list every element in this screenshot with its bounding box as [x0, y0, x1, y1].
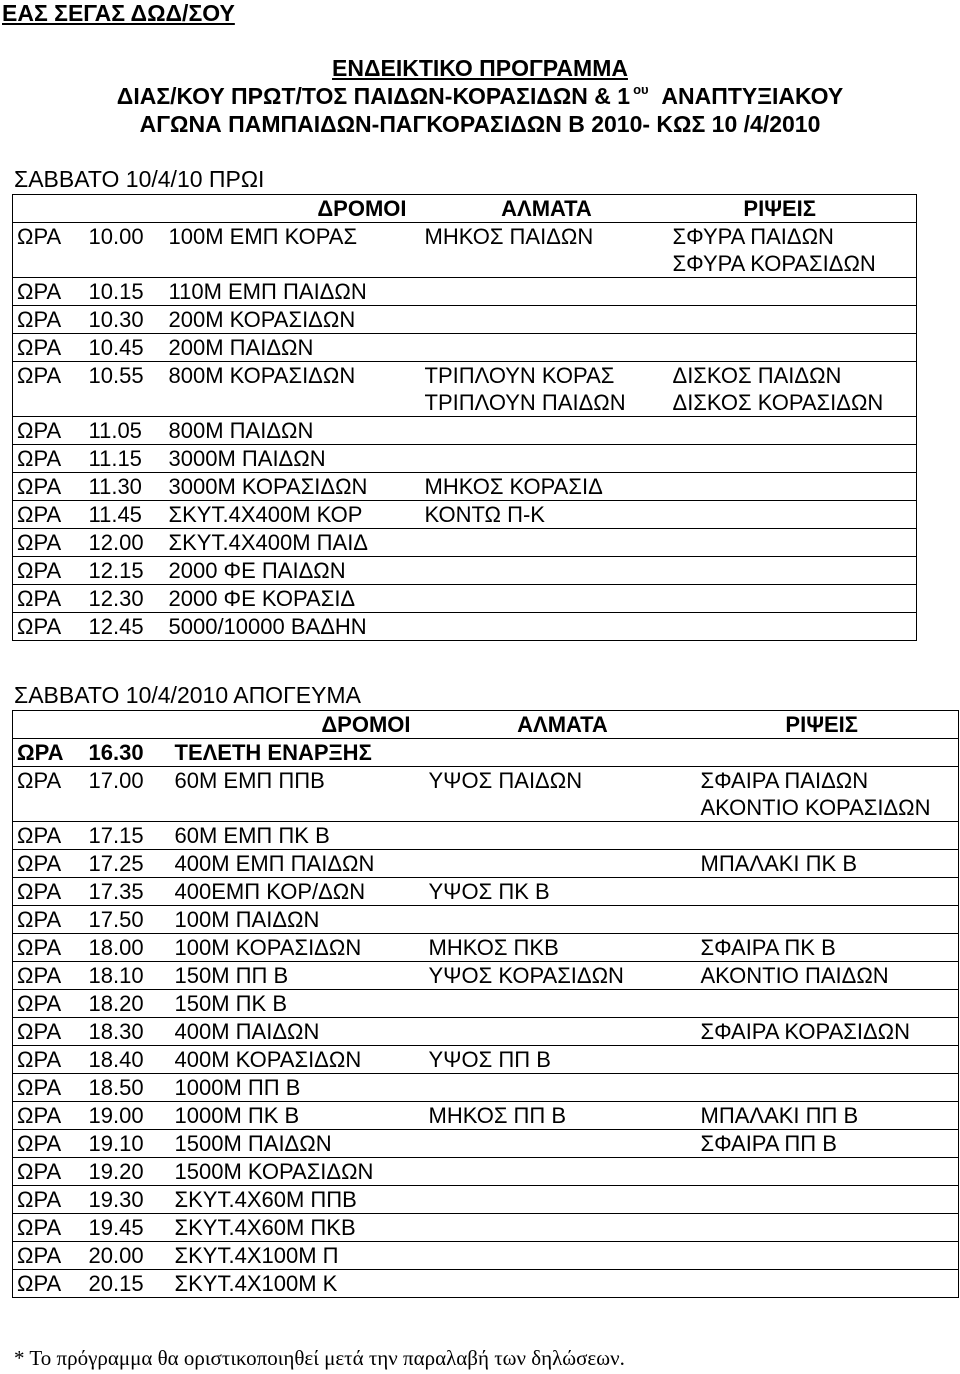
jumps-event	[425, 739, 697, 767]
track-event: 150Μ ΠΠ Β	[174, 963, 289, 988]
track-event: 100Μ ΠΑΙΔΩΝ	[174, 907, 320, 932]
time-label: ΩΡΑ	[13, 1074, 85, 1102]
time-label: ΩΡΑ	[13, 1270, 85, 1298]
jumps-event	[421, 473, 669, 501]
track-event: ΣΚΥΤ.4Χ100Μ Π	[174, 1243, 339, 1268]
time-value: 19.20	[88, 1159, 144, 1184]
track-event: 5000/10000 ΒΑΔΗΝ	[168, 614, 367, 639]
jumps-event	[425, 1158, 697, 1186]
schedule-row	[13, 990, 959, 1018]
schedule-row	[13, 767, 959, 822]
time-label: ΩΡΑ	[13, 739, 85, 767]
schedule-row	[13, 529, 917, 557]
throws-event-line: ΜΠΑΛΑΚΙ ΠΠ Β	[700, 1103, 859, 1128]
schedule-row	[13, 557, 917, 585]
throws-event	[669, 501, 917, 529]
schedule-row	[13, 306, 917, 334]
time-value: 18.30	[88, 1019, 144, 1044]
throws-event-line-2: ΔΙΣΚΟΣ ΚΟΡΑΣΙΔΩΝ	[672, 390, 884, 415]
championship-title-end: ΑΝΑΠΤΥΞΙΑΚΟΥ	[661, 83, 844, 109]
schedule-row	[13, 962, 959, 990]
jumps-event	[425, 906, 697, 934]
time-value: 12.00	[88, 530, 144, 555]
schedule-row	[13, 850, 959, 878]
track-event: ΣΚΥΤ.4Χ60Μ ΠΚΒ	[174, 1215, 356, 1240]
jumps-event	[425, 1270, 697, 1298]
time-label: ΩΡΑ	[13, 585, 85, 613]
time-value: 19.00	[88, 1103, 144, 1128]
track-event: 60Μ ΕΜΠ ΠΚ Β	[174, 823, 330, 848]
jumps-event	[421, 501, 669, 529]
time-value: 20.15	[88, 1271, 144, 1296]
jumps-event-line-2: ΤΡΙΠΛΟΥΝ ΠΑΙΔΩΝ	[424, 390, 626, 415]
throws-event	[669, 445, 917, 473]
footnote: * Το πρόγραμμα θα οριστικοποιηθεί μετά την παραλαβή των δηλώσεων.	[14, 1346, 625, 1370]
time-value: 18.40	[88, 1047, 144, 1072]
time-value: 11.15	[88, 446, 142, 471]
jumps-event	[425, 850, 697, 878]
championship-title-main: ΔΙΑΣ/ΚΟΥ ΠΡΩΤ/ΤΟΣ ΠΑΙΔΩΝ-ΚΟΡΑΣΙΔΩΝ & 1	[116, 83, 631, 109]
time-label: ΩΡΑ	[13, 1018, 85, 1046]
throws-event	[669, 417, 917, 445]
jumps-event	[425, 1130, 697, 1158]
throws-event	[669, 278, 917, 306]
schedule-row	[13, 278, 917, 306]
time-value: 10.00	[88, 224, 144, 249]
track-event: 400Μ ΠΑΙΔΩΝ	[174, 1019, 320, 1044]
jumps-event	[421, 362, 669, 417]
throws-event	[697, 1130, 959, 1158]
throws-event-line: ΣΦΥΡΑ ΠΑΙΔΩΝ	[672, 224, 834, 249]
throws-event	[697, 990, 959, 1018]
time-value: 11.30	[88, 474, 142, 499]
jumps-event-line: ΥΨΟΣ ΚΟΡΑΣΙΔΩΝ	[428, 963, 624, 988]
throws-event	[697, 739, 959, 767]
schedule-row	[13, 1270, 959, 1298]
schedule-row	[13, 1018, 959, 1046]
time-value: 18.10	[88, 963, 144, 988]
jumps-event	[425, 1018, 697, 1046]
track-event: ΣΚΥΤ.4Χ400Μ ΠΑΙΔ	[168, 530, 369, 555]
jumps-event	[421, 557, 669, 585]
championship-title	[0, 83, 960, 110]
time-value: 17.50	[88, 907, 144, 932]
throws-event	[669, 334, 917, 362]
throws-event	[697, 1270, 959, 1298]
time-label: ΩΡΑ	[13, 990, 85, 1018]
time-value: 18.00	[88, 935, 144, 960]
time-label: ΩΡΑ	[13, 417, 85, 445]
track-event: 1000Μ ΠΠ Β	[174, 1075, 301, 1100]
jumps-event	[421, 306, 669, 334]
time-value: 17.00	[88, 768, 144, 793]
time-label: ΩΡΑ	[13, 501, 85, 529]
schedule-row	[13, 934, 959, 962]
throws-event	[697, 1046, 959, 1074]
track-event: ΣΚΥΤ.4Χ100Μ Κ	[174, 1271, 338, 1296]
column-header-row	[13, 711, 959, 739]
time-label: ΩΡΑ	[13, 529, 85, 557]
time-label: ΩΡΑ	[13, 1214, 85, 1242]
track-event: 60Μ ΕΜΠ ΠΠΒ	[174, 768, 325, 793]
throws-event-line: ΣΦΑΙΡΑ ΠΚ Β	[700, 935, 836, 960]
schedule-row	[13, 1130, 959, 1158]
jumps-event	[421, 334, 669, 362]
schedule-row	[13, 1102, 959, 1130]
schedule-row	[13, 473, 917, 501]
throws-event-line: ΣΦΑΙΡΑ ΠΑΙΔΩΝ	[700, 768, 869, 793]
track-event: 100Μ ΚΟΡΑΣΙΔΩΝ	[174, 935, 362, 960]
throws-event	[697, 962, 959, 990]
throws-event	[697, 767, 959, 822]
track-event: 2000 ΦΕ ΠΑΙΔΩΝ	[168, 558, 346, 583]
throws-event	[669, 529, 917, 557]
schedule-row	[13, 501, 917, 529]
schedule-row	[13, 1046, 959, 1074]
time-label: ΩΡΑ	[13, 278, 85, 306]
track-event: 2000 ΦΕ ΚΟΡΑΣΙΔ	[168, 586, 356, 611]
throws-event	[697, 1074, 959, 1102]
time-value: 19.45	[88, 1215, 144, 1240]
schedule-row	[13, 223, 917, 278]
time-value: 17.15	[88, 823, 144, 848]
schedule-row	[13, 1214, 959, 1242]
track-event: 1500Μ ΚΟΡΑΣΙΔΩΝ	[174, 1159, 374, 1184]
jumps-event	[421, 278, 669, 306]
column-header-jumps: ΑΛΜΑΤΑ	[501, 196, 592, 221]
jumps-event	[421, 613, 669, 641]
column-header-spacer	[13, 711, 171, 739]
column-header-row	[13, 195, 917, 223]
time-value: 17.35	[88, 879, 144, 904]
schedule-row	[13, 878, 959, 906]
jumps-event	[425, 962, 697, 990]
time-value: 12.15	[88, 558, 144, 583]
time-value: 16.30	[88, 740, 144, 765]
track-event: ΤΕΛΕΤΗ ΕΝΑΡΞΗΣ	[174, 740, 372, 765]
jumps-event	[425, 1074, 697, 1102]
throws-event	[697, 822, 959, 850]
track-event: 1500Μ ΠΑΙΔΩΝ	[174, 1131, 332, 1156]
throws-event	[697, 1242, 959, 1270]
time-value: 10.45	[88, 335, 144, 360]
championship-title-superscript: ου	[633, 82, 649, 97]
time-label: ΩΡΑ	[13, 557, 85, 585]
time-label: ΩΡΑ	[13, 473, 85, 501]
throws-event	[669, 613, 917, 641]
track-event: ΣΚΥΤ.4Χ60Μ ΠΠΒ	[174, 1187, 357, 1212]
schedule-row	[13, 362, 917, 417]
track-event: 3000Μ ΠΑΙΔΩΝ	[168, 446, 326, 471]
jumps-event	[425, 767, 697, 822]
jumps-event	[421, 223, 669, 278]
throws-event	[669, 306, 917, 334]
time-value: 17.25	[88, 851, 144, 876]
jumps-event	[421, 585, 669, 613]
time-label: ΩΡΑ	[13, 1158, 85, 1186]
throws-event	[697, 1018, 959, 1046]
jumps-event	[421, 445, 669, 473]
track-event: 800Μ ΠΑΙΔΩΝ	[168, 418, 314, 443]
column-header-spacer	[13, 195, 165, 223]
throws-event	[669, 473, 917, 501]
jumps-event	[425, 1214, 697, 1242]
throws-event-line: ΑΚΟΝΤΙΟ ΠΑΙΔΩΝ	[700, 963, 889, 988]
throws-event-line: ΣΦΑΙΡΑ ΚΟΡΑΣΙΔΩΝ	[700, 1019, 910, 1044]
schedule-row	[13, 417, 917, 445]
time-value: 12.45	[88, 614, 144, 639]
time-label: ΩΡΑ	[13, 1046, 85, 1074]
time-value: 11.45	[88, 502, 142, 527]
throws-event	[697, 1186, 959, 1214]
jumps-event	[425, 1102, 697, 1130]
track-event: 800Μ ΚΟΡΑΣΙΔΩΝ	[168, 363, 356, 388]
time-label: ΩΡΑ	[13, 822, 85, 850]
jumps-event	[425, 1242, 697, 1270]
throws-event-line-2: ΣΦΥΡΑ ΚΟΡΑΣΙΔΩΝ	[672, 251, 876, 276]
jumps-event	[421, 417, 669, 445]
time-label: ΩΡΑ	[13, 906, 85, 934]
jumps-event-line: ΜΗΚΟΣ ΚΟΡΑΣΙΔ	[424, 474, 603, 499]
jumps-event	[425, 934, 697, 962]
throws-event	[669, 585, 917, 613]
jumps-event-line: ΜΗΚΟΣ ΠΑΙΔΩΝ	[424, 224, 594, 249]
column-header-throws: ΡΙΨΕΙΣ	[669, 195, 917, 223]
jumps-event	[425, 822, 697, 850]
program-title: ΕΝΔΕΙΚΤΙΚΟ ΠΡΟΓΡΑΜΜΑ	[332, 55, 628, 81]
morning-session-title: ΣΑΒΒΑΤΟ 10/4/10 ΠΡΩΙ	[14, 166, 265, 192]
time-label: ΩΡΑ	[13, 962, 85, 990]
jumps-event-line: ΥΨΟΣ ΠΑΙΔΩΝ	[428, 768, 583, 793]
track-event: 150Μ ΠΚ Β	[174, 991, 287, 1016]
time-label: ΩΡΑ	[13, 1102, 85, 1130]
column-header-throws: ΡΙΨΕΙΣ	[697, 711, 959, 739]
jumps-event	[425, 878, 697, 906]
afternoon-session-title: ΣΑΒΒΑΤΟ 10/4/2010 ΑΠΟΓΕΥΜΑ	[14, 682, 361, 708]
track-event: 100Μ ΕΜΠ ΚΟΡΑΣ	[168, 224, 358, 249]
jumps-event-line: ΜΗΚΟΣ ΠΚΒ	[428, 935, 559, 960]
track-event: 400Μ ΚΟΡΑΣΙΔΩΝ	[174, 1047, 362, 1072]
throws-event	[669, 557, 917, 585]
time-value: 18.20	[88, 991, 144, 1016]
throws-event	[697, 850, 959, 878]
organizer-header: ΕΑΣ ΣΕΓΑΣ ΔΩΔ/ΣΟΥ	[2, 0, 235, 26]
track-event: 400Μ ΕΜΠ ΠΑΙΔΩΝ	[174, 851, 375, 876]
throws-event-line: ΣΦΑΙΡΑ ΠΠ Β	[700, 1131, 837, 1156]
track-event: 400ΕΜΠ ΚΟΡ/ΔΩΝ	[174, 879, 366, 904]
time-value: 19.30	[88, 1187, 144, 1212]
throws-event	[697, 878, 959, 906]
throws-event	[697, 906, 959, 934]
time-label: ΩΡΑ	[13, 850, 85, 878]
schedule-row	[13, 1074, 959, 1102]
schedule-row	[13, 1186, 959, 1214]
schedule-row	[13, 906, 959, 934]
schedule-row	[13, 1158, 959, 1186]
jumps-event-line: ΥΨΟΣ ΠΚ Β	[428, 879, 550, 904]
time-label: ΩΡΑ	[13, 223, 85, 278]
time-value: 10.30	[88, 307, 144, 332]
track-event: 1000Μ ΠΚ Β	[174, 1103, 300, 1128]
time-label: ΩΡΑ	[13, 878, 85, 906]
morning-schedule-table	[12, 194, 917, 641]
time-value: 12.30	[88, 586, 144, 611]
time-label: ΩΡΑ	[13, 362, 85, 417]
jumps-event-line: ΚΟΝΤΩ Π-Κ	[424, 502, 545, 527]
time-label: ΩΡΑ	[13, 1242, 85, 1270]
jumps-event-line: ΥΨΟΣ ΠΠ Β	[428, 1047, 551, 1072]
jumps-event	[425, 1186, 697, 1214]
throws-event-line-2: ΑΚΟΝΤΙΟ ΚΟΡΑΣΙΔΩΝ	[700, 795, 931, 820]
schedule-row	[13, 1242, 959, 1270]
schedule-row	[13, 445, 917, 473]
time-value: 19.10	[88, 1131, 144, 1156]
track-event: ΣΚΥΤ.4Χ400Μ ΚΟΡ	[168, 502, 363, 527]
column-header-jumps: ΑΛΜΑΤΑ	[517, 712, 608, 737]
time-label: ΩΡΑ	[13, 613, 85, 641]
time-label: ΩΡΑ	[13, 1186, 85, 1214]
throws-event	[669, 362, 917, 417]
jumps-event	[425, 990, 697, 1018]
throws-event	[697, 1102, 959, 1130]
time-value: 10.55	[88, 363, 144, 388]
throws-event-line: ΔΙΣΚΟΣ ΠΑΙΔΩΝ	[672, 363, 842, 388]
track-event: 200Μ ΚΟΡΑΣΙΔΩΝ	[168, 307, 356, 332]
time-value: 20.00	[88, 1243, 144, 1268]
schedule-row	[13, 822, 959, 850]
time-label: ΩΡΑ	[13, 445, 85, 473]
throws-event-line: ΜΠΑΛΑΚΙ ΠΚ Β	[700, 851, 858, 876]
track-event: 200Μ ΠΑΙΔΩΝ	[168, 335, 314, 360]
time-value: 18.50	[88, 1075, 144, 1100]
time-label: ΩΡΑ	[13, 934, 85, 962]
jumps-event	[421, 529, 669, 557]
column-header-track: ΔΡΟΜΟΙ	[321, 712, 411, 737]
time-value: 11.05	[88, 418, 142, 443]
column-header-track: ΔΡΟΜΟΙ	[317, 196, 407, 221]
afternoon-schedule-table	[12, 710, 959, 1298]
schedule-row	[13, 739, 959, 767]
throws-event	[697, 934, 959, 962]
time-label: ΩΡΑ	[13, 334, 85, 362]
schedule-row	[13, 334, 917, 362]
jumps-event-line: ΤΡΙΠΛΟΥΝ ΚΟΡΑΣ	[424, 363, 615, 388]
track-event: 3000Μ ΚΟΡΑΣΙΔΩΝ	[168, 474, 368, 499]
throws-event	[697, 1158, 959, 1186]
jumps-event-line: ΜΗΚΟΣ ΠΠ Β	[428, 1103, 567, 1128]
schedule-row	[13, 585, 917, 613]
time-label: ΩΡΑ	[13, 306, 85, 334]
time-value: 10.15	[88, 279, 144, 304]
schedule-row	[13, 613, 917, 641]
time-label: ΩΡΑ	[13, 767, 85, 822]
jumps-event	[425, 1046, 697, 1074]
time-label: ΩΡΑ	[13, 1130, 85, 1158]
throws-event	[697, 1214, 959, 1242]
track-event: 110Μ ΕΜΠ ΠΑΙΔΩΝ	[168, 279, 367, 304]
event-title: ΑΓΩΝΑ ΠΑΜΠΑΙΔΩΝ-ΠΑΓΚΟΡΑΣΙΔΩΝ Β 2010- ΚΩΣ 10 /4/2010	[139, 111, 821, 137]
throws-event	[669, 223, 917, 278]
